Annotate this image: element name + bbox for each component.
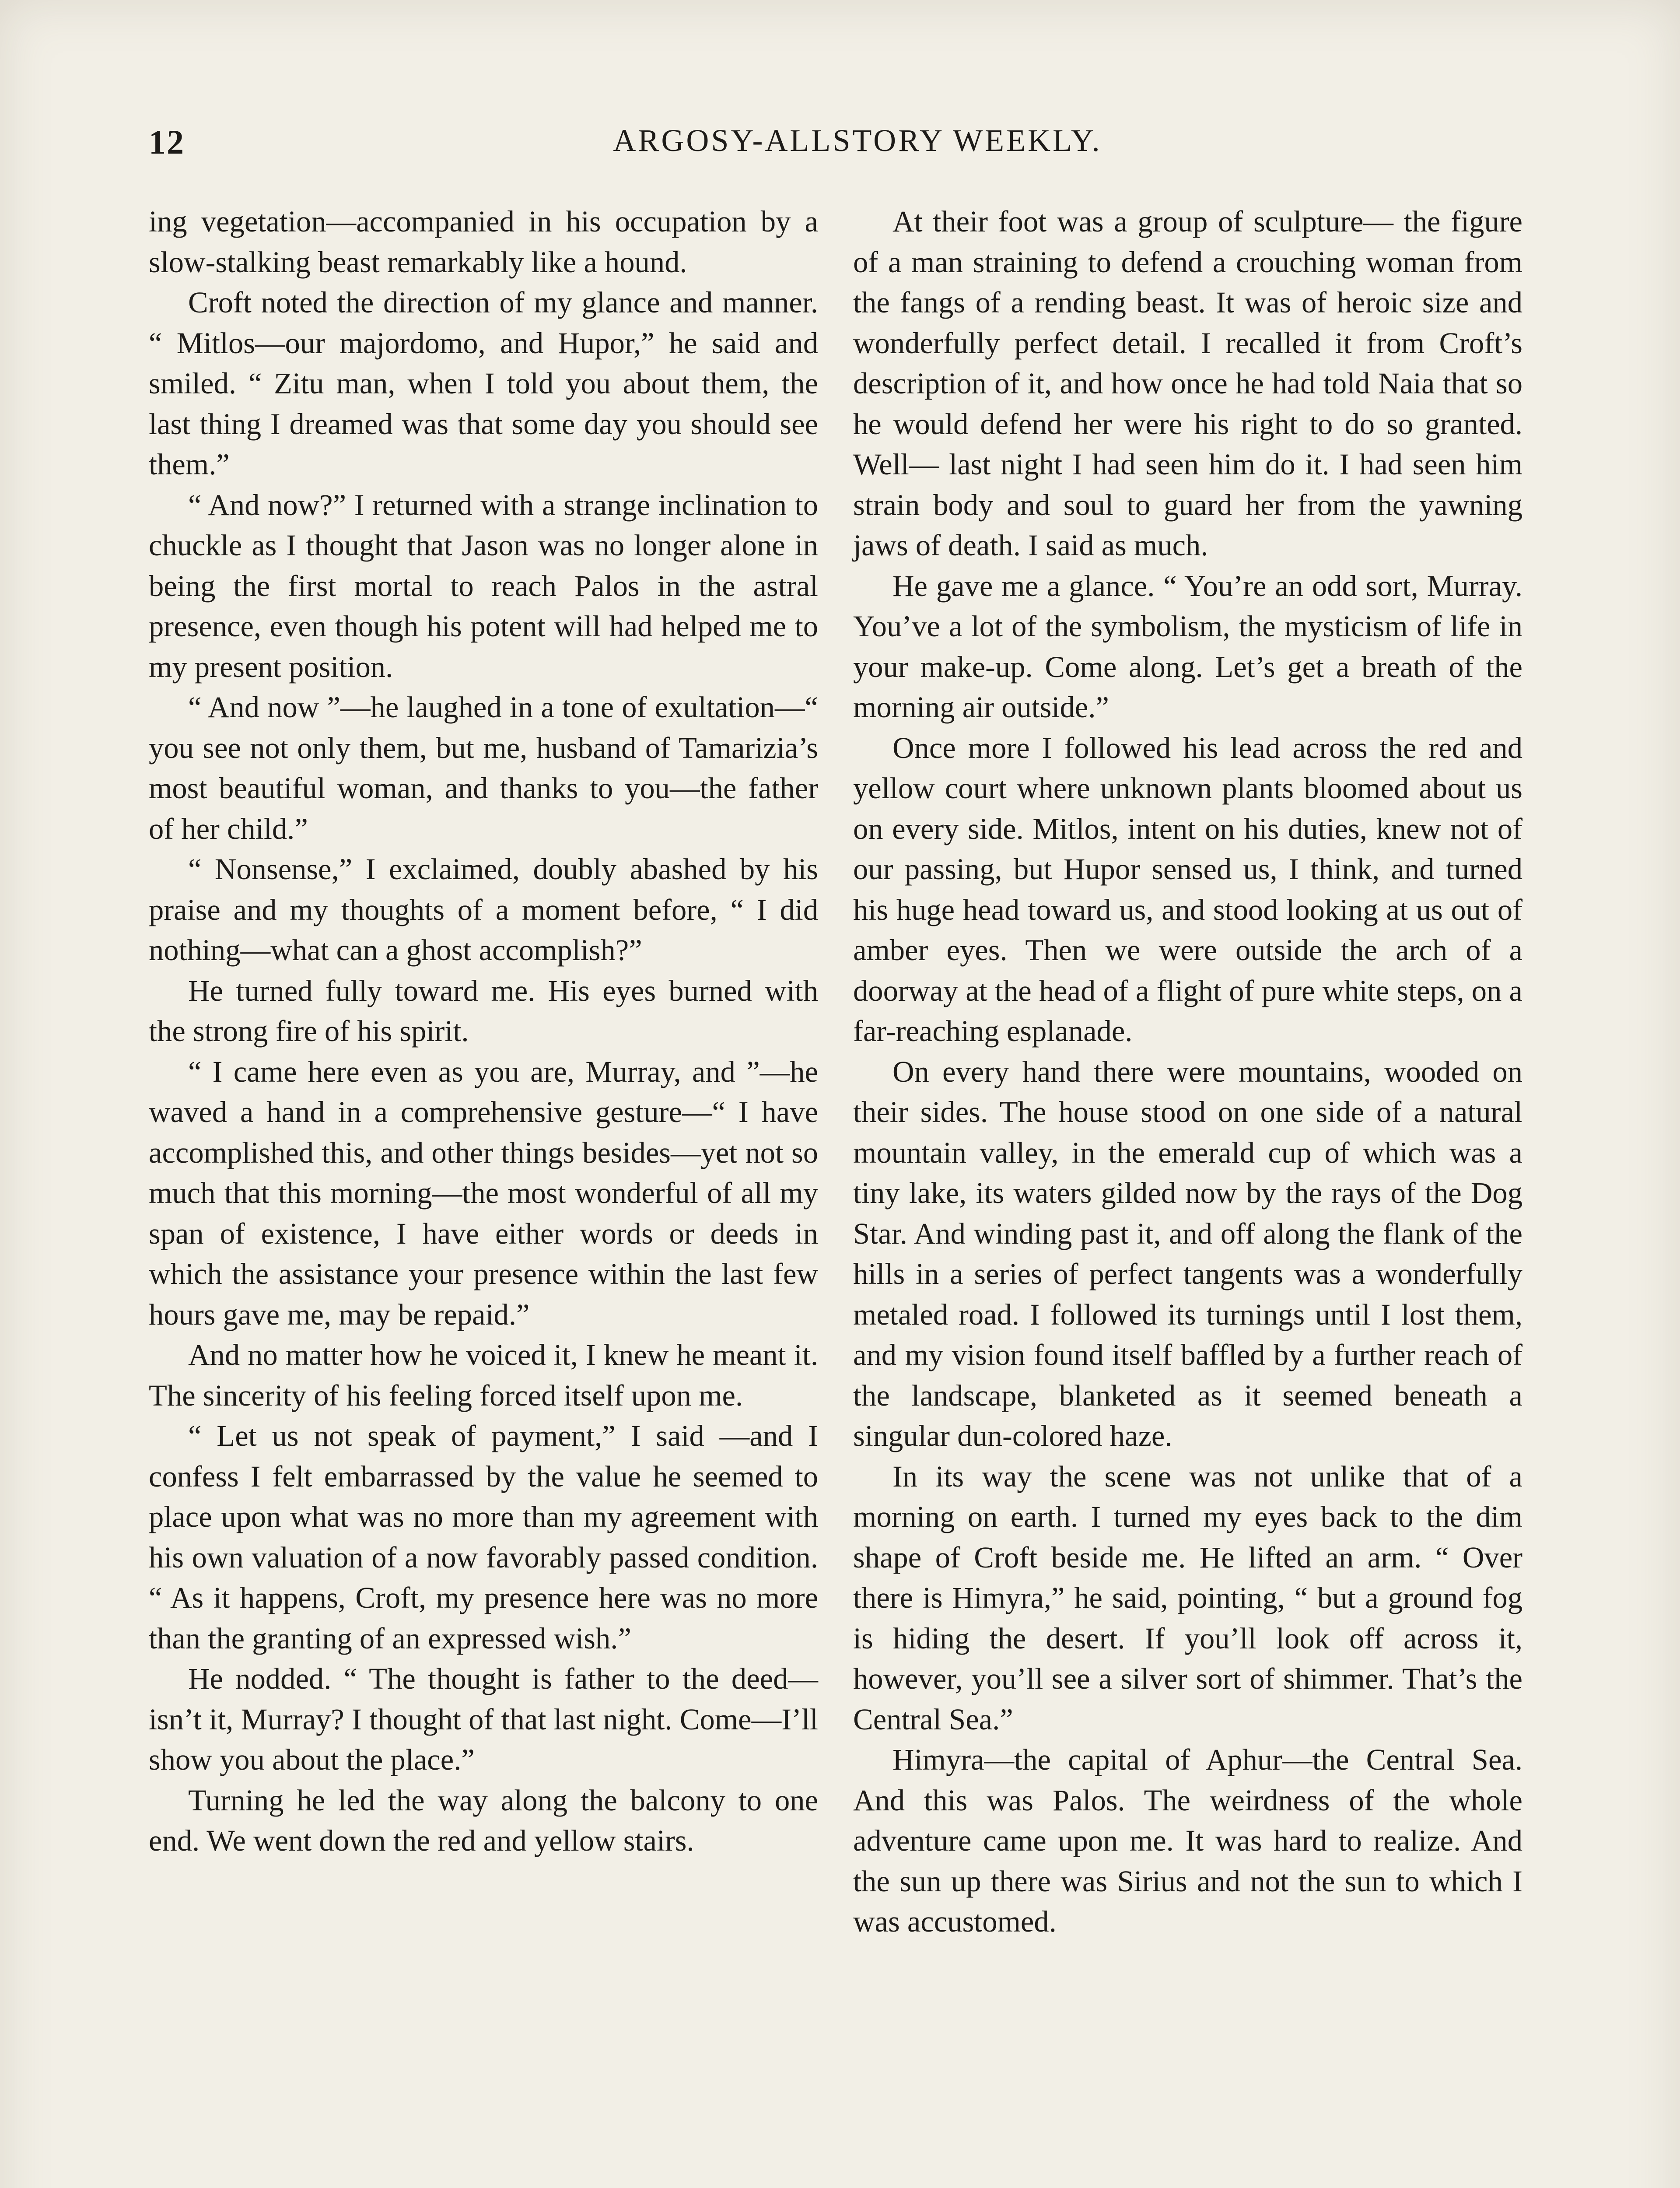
paragraph: “ Nonsense,” I exclaimed, doubly abashed by his praise and my thoughts of a moment before, “ I did nothing—what can a ghost accomplish?” bbox=[149, 852, 818, 967]
paragraph: “ Let us not speak of payment,” I said —and I confess I felt embarrassed by the value he seemed to place upon what was no more than my agreement with his own valuation of a now favorably passed condition. “ As it happens, Croft, my presence here was no more than the granting of an expressed wish.” bbox=[149, 1419, 818, 1655]
paragraph: At their foot was a group of sculpture— the figure of a man straining to defend a crouching woman from the fangs of a rending beast. It was of heroic size and wonderfully perfect detail. I recalled it from Croft’s description of it, and how once he had told Naia that so he would defend her were his right to do so granted. Well— last night I had seen him do it. I had seen him strain body and soul to guard her from the yawning jaws of death. I said as much. bbox=[853, 205, 1522, 562]
paragraph: Turning he led the way along the balcony to one end. We went down the red and yellow stairs. bbox=[149, 1783, 818, 1857]
paragraph: He nodded. “ The thought is father to the deed—isn’t it, Murray? I thought of that last night. Come—I’ll show you about the place.” bbox=[149, 1662, 818, 1776]
paragraph: On every hand there were mountains, wooded on their sides. The house stood on one side of a natural mountain valley, in the emerald cup of which was a tiny lake, its waters gilded now by the rays of the Dog Star. And winding past it, and off along the flank of the hills in a series of perfect tangents was a wonderfully metaled road. I followed its turnings until I lost them, and my vision found itself baffled by a further reach of the landscape, blanketed as it seemed beneath a singular dun-colored haze. bbox=[853, 1055, 1522, 1452]
paragraph: Himyra—the capital of Aphur—the Central Sea. And this was Palos. The weirdness of the whole adventure came upon me. It was hard to realize. And the sun up there was Sirius and not the sun to which I was accustomed. bbox=[853, 1743, 1522, 1938]
paragraph: He turned fully toward me. His eyes burned with the strong fire of his spirit. bbox=[149, 974, 818, 1048]
paragraph: In its way the scene was not unlike that of a morning on earth. I turned my eyes back to the dim shape of Croft beside me. He lifted an arm. “ Over there is Himyra,” he said, pointing, “ but a ground fog is hiding the desert. If you’ll look off across it, however, you’ll see a silver sort of shimmer. That’s the Central Sea.” bbox=[853, 1459, 1522, 1736]
page-number: 12 bbox=[149, 123, 185, 161]
page-header bbox=[149, 123, 1566, 175]
left-column bbox=[149, 201, 818, 1861]
paragraph: And no matter how he voiced it, I knew he meant it. The sincerity of his feeling forced itself upon me. bbox=[149, 1338, 818, 1412]
right-column bbox=[853, 201, 1522, 1942]
paragraph: “ I came here even as you are, Murray, and ”—he waved a hand in a comprehensive gesture—“ I have accomplished this, and other things besides—yet not so much that this morning—the most wonderful of all my span of existence, I have either words or deeds in which the assistance your presence within the last few hours gave me, may be repaid.” bbox=[149, 1055, 818, 1331]
running-title: ARGOSY-ALLSTORY WEEKLY. bbox=[613, 123, 1102, 158]
paragraph: Once more I followed his lead across the red and yellow court where unknown plants bloomed about us on every side. Mitlos, intent on his duties, knew not of our passing, but Hupor sensed us, I think, and turned his huge head toward us, and stood looking at us out of amber eyes. Then we were outside the arch of a doorway at the head of a flight of pure white steps, on a far-reaching esplanade. bbox=[853, 731, 1522, 1048]
paragraph: ing vegetation—accompanied in his occupation by a slow-stalking beast remarkably like a hound. bbox=[149, 205, 818, 279]
paragraph: He gave me a glance. “ You’re an odd sort, Murray. You’ve a lot of the symbolism, the mysticism of life in your make-up. Come along. Let’s get a breath of the morning air outside.” bbox=[853, 569, 1522, 724]
paragraph: “ And now ”—he laughed in a tone of exultation—“ you see not only them, but me, husband of Tamarizia’s most beautiful woman, and thanks to you—the father of her child.” bbox=[149, 691, 818, 845]
paragraph: “ And now?” I returned with a strange inclination to chuckle as I thought that Jason was no longer alone in being the first mortal to reach Palos in the astral presence, even though his potent will had helped me to my present position. bbox=[149, 488, 818, 684]
paragraph: Croft noted the direction of my glance and manner. “ Mitlos—our majordomo, and Hupor,” he said and smiled. “ Zitu man, when I told you about them, the last thing I dreamed was that some day you should see them.” bbox=[149, 286, 818, 481]
